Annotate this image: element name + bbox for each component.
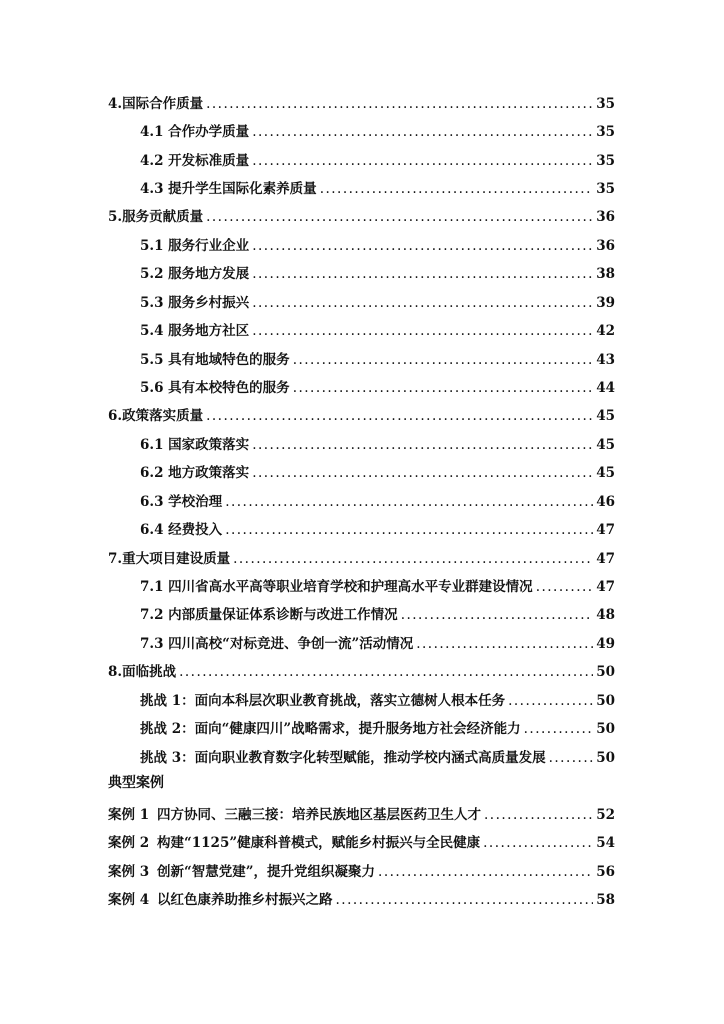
case-entry[interactable] <box>108 884 615 908</box>
toc-entry-label: 4.国际合作质量 <box>108 96 204 112</box>
case-number: 案例 3 <box>108 864 150 880</box>
dot-leader <box>252 153 593 169</box>
toc-entry-page: 47 <box>596 579 615 595</box>
case-number: 案例 1 <box>108 807 150 823</box>
toc-entry[interactable] <box>140 116 615 140</box>
toc-entry-page: 38 <box>596 266 615 282</box>
dot-leader <box>206 408 593 424</box>
toc-entry[interactable] <box>140 344 615 368</box>
toc-entry-page: 50 <box>596 693 615 709</box>
toc-entry-page: 36 <box>596 238 615 254</box>
toc-entry-label: 6.政策落实质量 <box>108 408 204 424</box>
dot-leader <box>252 295 593 311</box>
toc-entry-label: 5.服务贡献质量 <box>108 209 204 225</box>
dot-leader <box>508 693 593 709</box>
case-page: 58 <box>596 892 615 908</box>
case-page: 56 <box>596 864 615 880</box>
toc-entry[interactable] <box>108 656 615 680</box>
dot-leader <box>252 323 593 339</box>
toc-entry-label: 6.4 经费投入 <box>140 522 223 538</box>
toc-entry-label: 6.1 国家政策落实 <box>140 437 250 453</box>
case-title: 四方协同、三融三接：培养民族地区基层医药卫生人才 <box>157 807 481 823</box>
dot-leader <box>252 437 593 453</box>
toc-entry[interactable] <box>140 145 615 169</box>
toc-entry-page: 45 <box>596 437 615 453</box>
dot-leader <box>293 352 594 368</box>
dot-leader <box>206 96 593 112</box>
toc-entry-label: 6.2 地方政策落实 <box>140 465 250 481</box>
dot-leader <box>252 266 593 282</box>
cases-heading: 典型案例 <box>108 775 164 791</box>
toc-entry-page: 45 <box>596 465 615 481</box>
toc-entry-page: 49 <box>596 636 615 652</box>
case-number: 案例 4 <box>108 892 150 908</box>
toc-entry-page: 48 <box>596 607 615 623</box>
dot-leader <box>252 238 593 254</box>
toc-entry[interactable] <box>140 599 615 623</box>
toc-entry-page: 45 <box>596 408 615 424</box>
toc-entry-page: 43 <box>596 352 615 368</box>
dot-leader <box>378 864 593 880</box>
toc-entry-label: 5.6 具有本校特色的服务 <box>140 380 290 396</box>
toc-entry-label: 7.2 内部质量保证体系诊断与改进工作情况 <box>140 607 398 623</box>
toc-entry-page: 44 <box>596 380 615 396</box>
case-entry[interactable] <box>108 827 615 851</box>
dot-leader <box>225 494 593 510</box>
toc-entry-page: 47 <box>596 551 615 567</box>
toc-entry[interactable] <box>140 258 615 282</box>
dot-leader <box>320 181 594 197</box>
toc-entry[interactable] <box>140 713 615 737</box>
toc-entry-label: 4.3 提升学生国际化素养质量 <box>140 181 317 197</box>
dot-leader <box>252 124 593 140</box>
case-entry[interactable] <box>108 856 615 880</box>
case-page: 54 <box>596 835 615 851</box>
case-title: 以红色康养助推乡村振兴之路 <box>157 892 333 908</box>
toc-entry-page: 35 <box>596 181 615 197</box>
toc-entry[interactable] <box>140 230 615 254</box>
dot-leader <box>483 835 593 851</box>
dot-leader <box>293 380 594 396</box>
toc-entry-page: 35 <box>596 96 615 112</box>
toc-entry[interactable] <box>140 429 615 453</box>
dot-leader <box>225 522 593 538</box>
toc-entry[interactable] <box>140 372 615 396</box>
dot-leader <box>401 607 594 623</box>
case-entry[interactable] <box>108 799 615 823</box>
toc-entry[interactable] <box>140 628 615 652</box>
dot-leader <box>549 750 594 766</box>
toc-entry-label: 5.5 具有地域特色的服务 <box>140 352 290 368</box>
toc-entry-page: 35 <box>596 153 615 169</box>
case-title: 创新“智慧党建”，提升党组织凝聚力 <box>157 864 376 880</box>
dot-leader <box>416 636 593 652</box>
toc-entry[interactable] <box>108 88 615 112</box>
case-title: 构建“1125”健康科普模式，赋能乡村振兴与全民健康 <box>157 835 481 851</box>
toc-entry[interactable] <box>140 514 615 538</box>
toc-entry-page: 42 <box>596 323 615 339</box>
toc-entry-label: 4.1 合作办学质量 <box>140 124 250 140</box>
dot-leader <box>336 892 594 908</box>
case-page: 52 <box>596 807 615 823</box>
toc-entry-label: 5.3 服务乡村振兴 <box>140 295 250 311</box>
toc-entry-label: 5.4 服务地方社区 <box>140 323 250 339</box>
toc-entry[interactable] <box>140 685 615 709</box>
toc-entry[interactable] <box>140 457 615 481</box>
toc-entry-label: 6.3 学校治理 <box>140 494 223 510</box>
toc-entry[interactable] <box>140 486 615 510</box>
toc-entry-page: 35 <box>596 124 615 140</box>
toc-entry-label: 4.2 开发标准质量 <box>140 153 250 169</box>
toc-entry-label: 5.2 服务地方发展 <box>140 266 250 282</box>
toc-entry-label: 7.1 四川省高水平高等职业培育学校和护理高水平专业群建设情况 <box>140 579 533 595</box>
toc-entry-page: 50 <box>596 750 615 766</box>
toc-entry-label: 挑战 3：面向职业教育数字化转型赋能，推动学校内涵式高质量发展 <box>140 750 546 766</box>
toc-entry-label: 挑战 1：面向本科层次职业教育挑战，落实立德树人根本任务 <box>140 693 506 709</box>
toc-entry[interactable] <box>140 315 615 339</box>
dot-leader <box>179 664 593 680</box>
toc-entry-page: 36 <box>596 209 615 225</box>
toc-entry-page: 50 <box>596 664 615 680</box>
toc-entry-page: 46 <box>596 494 615 510</box>
dot-leader <box>524 721 594 737</box>
toc-entry-label: 挑战 2：面向“健康四川”战略需求，提升服务地方社会经济能力 <box>140 721 521 737</box>
toc-entry-page: 50 <box>596 721 615 737</box>
toc-entry-page: 39 <box>596 295 615 311</box>
toc-entry[interactable] <box>140 742 615 766</box>
toc-entry-label: 7.3 四川高校“对标竞进、争创一流”活动情况 <box>140 636 414 652</box>
toc-entry[interactable] <box>108 543 615 567</box>
toc-entry-page: 47 <box>596 522 615 538</box>
toc-entry[interactable] <box>140 571 615 595</box>
toc-entry[interactable] <box>108 400 615 424</box>
dot-leader <box>233 551 593 567</box>
dot-leader <box>536 579 594 595</box>
toc-entry-label: 7.重大项目建设质量 <box>108 551 231 567</box>
dot-leader <box>252 465 593 481</box>
toc-entry[interactable] <box>140 287 615 311</box>
toc-entry-label: 5.1 服务行业企业 <box>140 238 250 254</box>
dot-leader <box>206 209 593 225</box>
toc-entry[interactable] <box>108 201 615 225</box>
toc-entry[interactable] <box>140 173 615 197</box>
case-number: 案例 2 <box>108 835 150 851</box>
toc-entry-label: 8.面临挑战 <box>108 664 177 680</box>
dot-leader <box>484 807 593 823</box>
